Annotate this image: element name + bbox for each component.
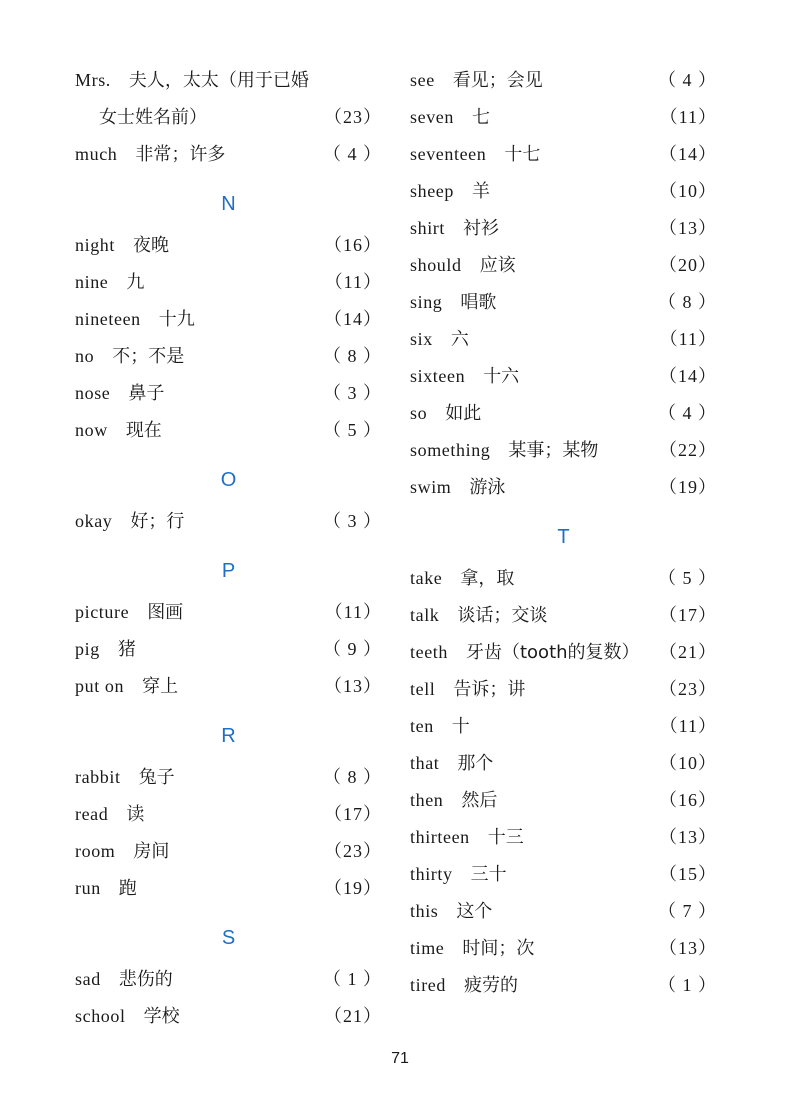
vocab-meaning: 图画 (147, 602, 184, 623)
vocab-entry (75, 375, 382, 412)
vocab-entry (75, 412, 382, 449)
vocab-meaning: 现在 (125, 420, 162, 441)
vocab-word: ten (410, 716, 434, 736)
unit-reference: （22） (659, 440, 717, 460)
vocab-entry (75, 503, 382, 540)
vocab-entry (410, 967, 717, 1004)
vocab-meaning: 房间 (133, 841, 170, 862)
vocab-entry (410, 247, 717, 284)
unit-reference: （21） (659, 642, 717, 662)
vocab-word: no (75, 346, 95, 366)
unit-reference: （ 3 ） (323, 511, 382, 531)
unit-reference: （14） (659, 366, 717, 386)
vocab-word: seven (410, 107, 454, 127)
vocab-entry (75, 136, 382, 173)
vocab-word: run (75, 878, 101, 898)
vocab-word: nineteen (75, 309, 141, 329)
vocab-entry (410, 819, 717, 856)
vocab-meaning: 拿，取 (460, 568, 515, 589)
vocab-entry (410, 358, 717, 395)
vocab-word: tell (410, 679, 436, 699)
vocab-entry (410, 930, 717, 967)
unit-reference: （14） (324, 309, 382, 329)
vocab-meaning: 牙齿（tooth的复数） (465, 642, 640, 663)
section-letter: S (221, 927, 236, 949)
unit-reference: （ 5 ） (323, 420, 382, 440)
vocab-word: seventeen (410, 144, 487, 164)
page-number: 71 (391, 1050, 409, 1067)
unit-reference: （ 8 ） (323, 767, 382, 787)
vocab-meaning: 谈话；交谈 (457, 605, 548, 626)
vocab-meaning: 衬衫 (463, 218, 500, 239)
unit-reference: （ 1 ） (323, 969, 382, 989)
vocab-word: much (75, 144, 118, 164)
vocab-meaning: 好；行 (130, 511, 185, 532)
vocab-meaning: 如此 (445, 403, 482, 424)
vocab-word: now (75, 420, 108, 440)
unit-reference: （ 4 ） (658, 70, 717, 90)
vocab-meaning: 疲劳的 (464, 975, 518, 996)
unit-reference: （ 8 ） (323, 346, 382, 366)
vocab-meaning: 兔子 (138, 767, 175, 788)
unit-reference: （19） (659, 477, 717, 497)
vocab-entry (75, 870, 382, 907)
vocab-word: should (410, 255, 462, 275)
vocab-meaning: 十六 (483, 366, 520, 387)
vocab-entry (410, 173, 717, 210)
unit-reference: （10） (659, 181, 717, 201)
unit-reference: （13） (324, 676, 382, 696)
vocab-meaning: 跑 (118, 878, 137, 899)
unit-reference: （13） (659, 218, 717, 238)
vocab-meaning: 应该 (479, 255, 516, 276)
unit-reference: （10） (659, 753, 717, 773)
vocab-entry (410, 395, 717, 432)
vocab-entry (75, 301, 382, 338)
vocab-entry (410, 432, 717, 469)
vocab-word: sad (75, 969, 101, 989)
vocab-meaning: 羊 (471, 181, 490, 202)
vocab-entry (410, 782, 717, 819)
vocab-entry (410, 597, 717, 634)
vocab-word: time (410, 938, 445, 958)
vocab-word: read (75, 804, 109, 824)
vocab-meaning: 读 (126, 804, 145, 825)
unit-reference: （13） (659, 938, 717, 958)
vocab-meaning: 夜晚 (133, 235, 170, 256)
vocab-entry (75, 338, 382, 375)
vocab-word: this (410, 901, 439, 921)
unit-reference: （ 7 ） (658, 901, 717, 921)
vocab-entry (75, 227, 382, 264)
vocab-meaning: 游泳 (469, 477, 506, 498)
unit-reference: （11） (659, 329, 717, 349)
vocab-entry (75, 833, 382, 870)
vocab-entry (410, 671, 717, 708)
vocab-meaning: 看见；会见 (452, 70, 543, 91)
vocab-entry (75, 631, 382, 668)
unit-reference: （ 1 ） (658, 975, 717, 995)
vocab-meaning: 十七 (504, 144, 541, 165)
vocab-meaning: 告诉；讲 (453, 679, 526, 700)
section-letter: R (221, 725, 236, 747)
vocab-meaning: 十 (451, 716, 470, 737)
unit-reference: （23） (324, 841, 382, 861)
vocab-entry (75, 796, 382, 833)
vocab-entry (75, 264, 382, 301)
vocab-meaning: 穿上 (142, 676, 179, 697)
unit-reference: （ 4 ） (323, 144, 382, 164)
unit-reference: （15） (659, 864, 717, 884)
vocab-meaning: 不；不是 (112, 346, 185, 367)
vocab-meaning: 然后 (461, 790, 498, 811)
vocab-meaning: 学校 (143, 1006, 180, 1027)
vocab-word: night (75, 235, 116, 255)
vocab-word: pig (75, 639, 100, 659)
vocab-meaning: 那个 (457, 753, 494, 774)
vocab-word: then (410, 790, 444, 810)
unit-reference: （ 5 ） (658, 568, 717, 588)
vocab-word: thirty (410, 864, 453, 884)
vocab-word: room (75, 841, 116, 861)
vocab-word: sixteen (410, 366, 466, 386)
vocab-word: tired (410, 975, 446, 995)
vocab-word: see (410, 70, 435, 90)
section-letter: T (557, 526, 570, 548)
unit-reference: （17） (324, 804, 382, 824)
unit-reference: （20） (659, 255, 717, 275)
unit-reference: （17） (659, 605, 717, 625)
vocab-entry (410, 99, 717, 136)
vocab-meaning: 猪 (117, 639, 136, 660)
vocab-word: sing (410, 292, 443, 312)
unit-reference: （19） (324, 878, 382, 898)
vocab-entry (410, 856, 717, 893)
unit-reference: （14） (659, 144, 717, 164)
vocab-entry (410, 634, 717, 671)
right-column (410, 62, 717, 1004)
vocab-entry (75, 62, 382, 99)
vocab-meaning: 十三 (487, 827, 524, 848)
vocab-word: shirt (410, 218, 446, 238)
vocab-meaning: 这个 (456, 901, 493, 922)
vocab-word: sheep (410, 181, 454, 201)
unit-reference: （23） (659, 679, 717, 699)
vocab-entry (410, 708, 717, 745)
unit-reference: （16） (324, 235, 382, 255)
unit-reference: （ 8 ） (658, 292, 717, 312)
vocab-meaning: 时间；次 (462, 938, 535, 959)
section-letter: O (220, 469, 237, 491)
vocab-meaning: 女士姓名前） (99, 107, 207, 128)
vocab-entry (75, 594, 382, 631)
vocab-word: take (410, 568, 443, 588)
vocab-entry (410, 284, 717, 321)
unit-reference: （11） (659, 716, 717, 736)
section-letter: P (221, 560, 236, 582)
vocab-meaning: 夫人，太太（用于已婚 (128, 70, 309, 91)
vocab-meaning: 十九 (158, 309, 195, 330)
unit-reference: （ 3 ） (323, 383, 382, 403)
unit-reference: （23） (324, 107, 382, 127)
vocab-entry (410, 560, 717, 597)
vocab-word: that (410, 753, 440, 773)
left-column (75, 62, 382, 1035)
vocab-meaning: 九 (126, 272, 145, 293)
unit-reference: （11） (659, 107, 717, 127)
vocab-word: something (410, 440, 491, 460)
vocab-meaning: 三十 (470, 864, 507, 885)
vocab-entry (410, 321, 717, 358)
vocab-meaning: 某事；某物 (508, 440, 599, 461)
vocab-entry (75, 668, 382, 705)
vocab-meaning: 六 (450, 329, 469, 350)
vocab-word: so (410, 403, 428, 423)
vocab-word: nine (75, 272, 109, 292)
vocab-word: rabbit (75, 767, 121, 787)
vocab-entry (410, 893, 717, 930)
vocab-entry (410, 62, 717, 99)
unit-reference: （11） (324, 272, 382, 292)
vocab-meaning: 七 (471, 107, 490, 128)
vocab-meaning: 非常；许多 (135, 144, 226, 165)
vocab-word: put on (75, 676, 125, 696)
vocab-word: thirteen (410, 827, 470, 847)
vocab-entry (410, 745, 717, 782)
vocab-entry (75, 961, 382, 998)
unit-reference: （13） (659, 827, 717, 847)
vocab-word: school (75, 1006, 126, 1026)
vocab-entry (410, 136, 717, 173)
vocab-meaning: 唱歌 (460, 292, 497, 313)
vocab-entry (410, 210, 717, 247)
unit-reference: （ 9 ） (323, 639, 382, 659)
vocab-word: okay (75, 511, 113, 531)
vocab-entry (410, 469, 717, 506)
vocab-entry (75, 998, 382, 1035)
unit-reference: （16） (659, 790, 717, 810)
vocab-word: Mrs. (75, 70, 111, 90)
vocab-word: teeth (410, 642, 448, 662)
vocab-word: picture (75, 602, 130, 622)
vocab-meaning: 鼻子 (128, 383, 165, 404)
vocab-word: nose (75, 383, 111, 403)
vocab-word: talk (410, 605, 440, 625)
section-letter: N (221, 193, 236, 215)
vocab-word: swim (410, 477, 452, 497)
vocab-entry (75, 759, 382, 796)
vocab-word: six (410, 329, 433, 349)
unit-reference: （11） (324, 602, 382, 622)
unit-reference: （ 4 ） (658, 403, 717, 423)
vocab-meaning: 悲伤的 (118, 969, 173, 990)
vocab-entry (75, 99, 382, 136)
unit-reference: （21） (324, 1006, 382, 1026)
